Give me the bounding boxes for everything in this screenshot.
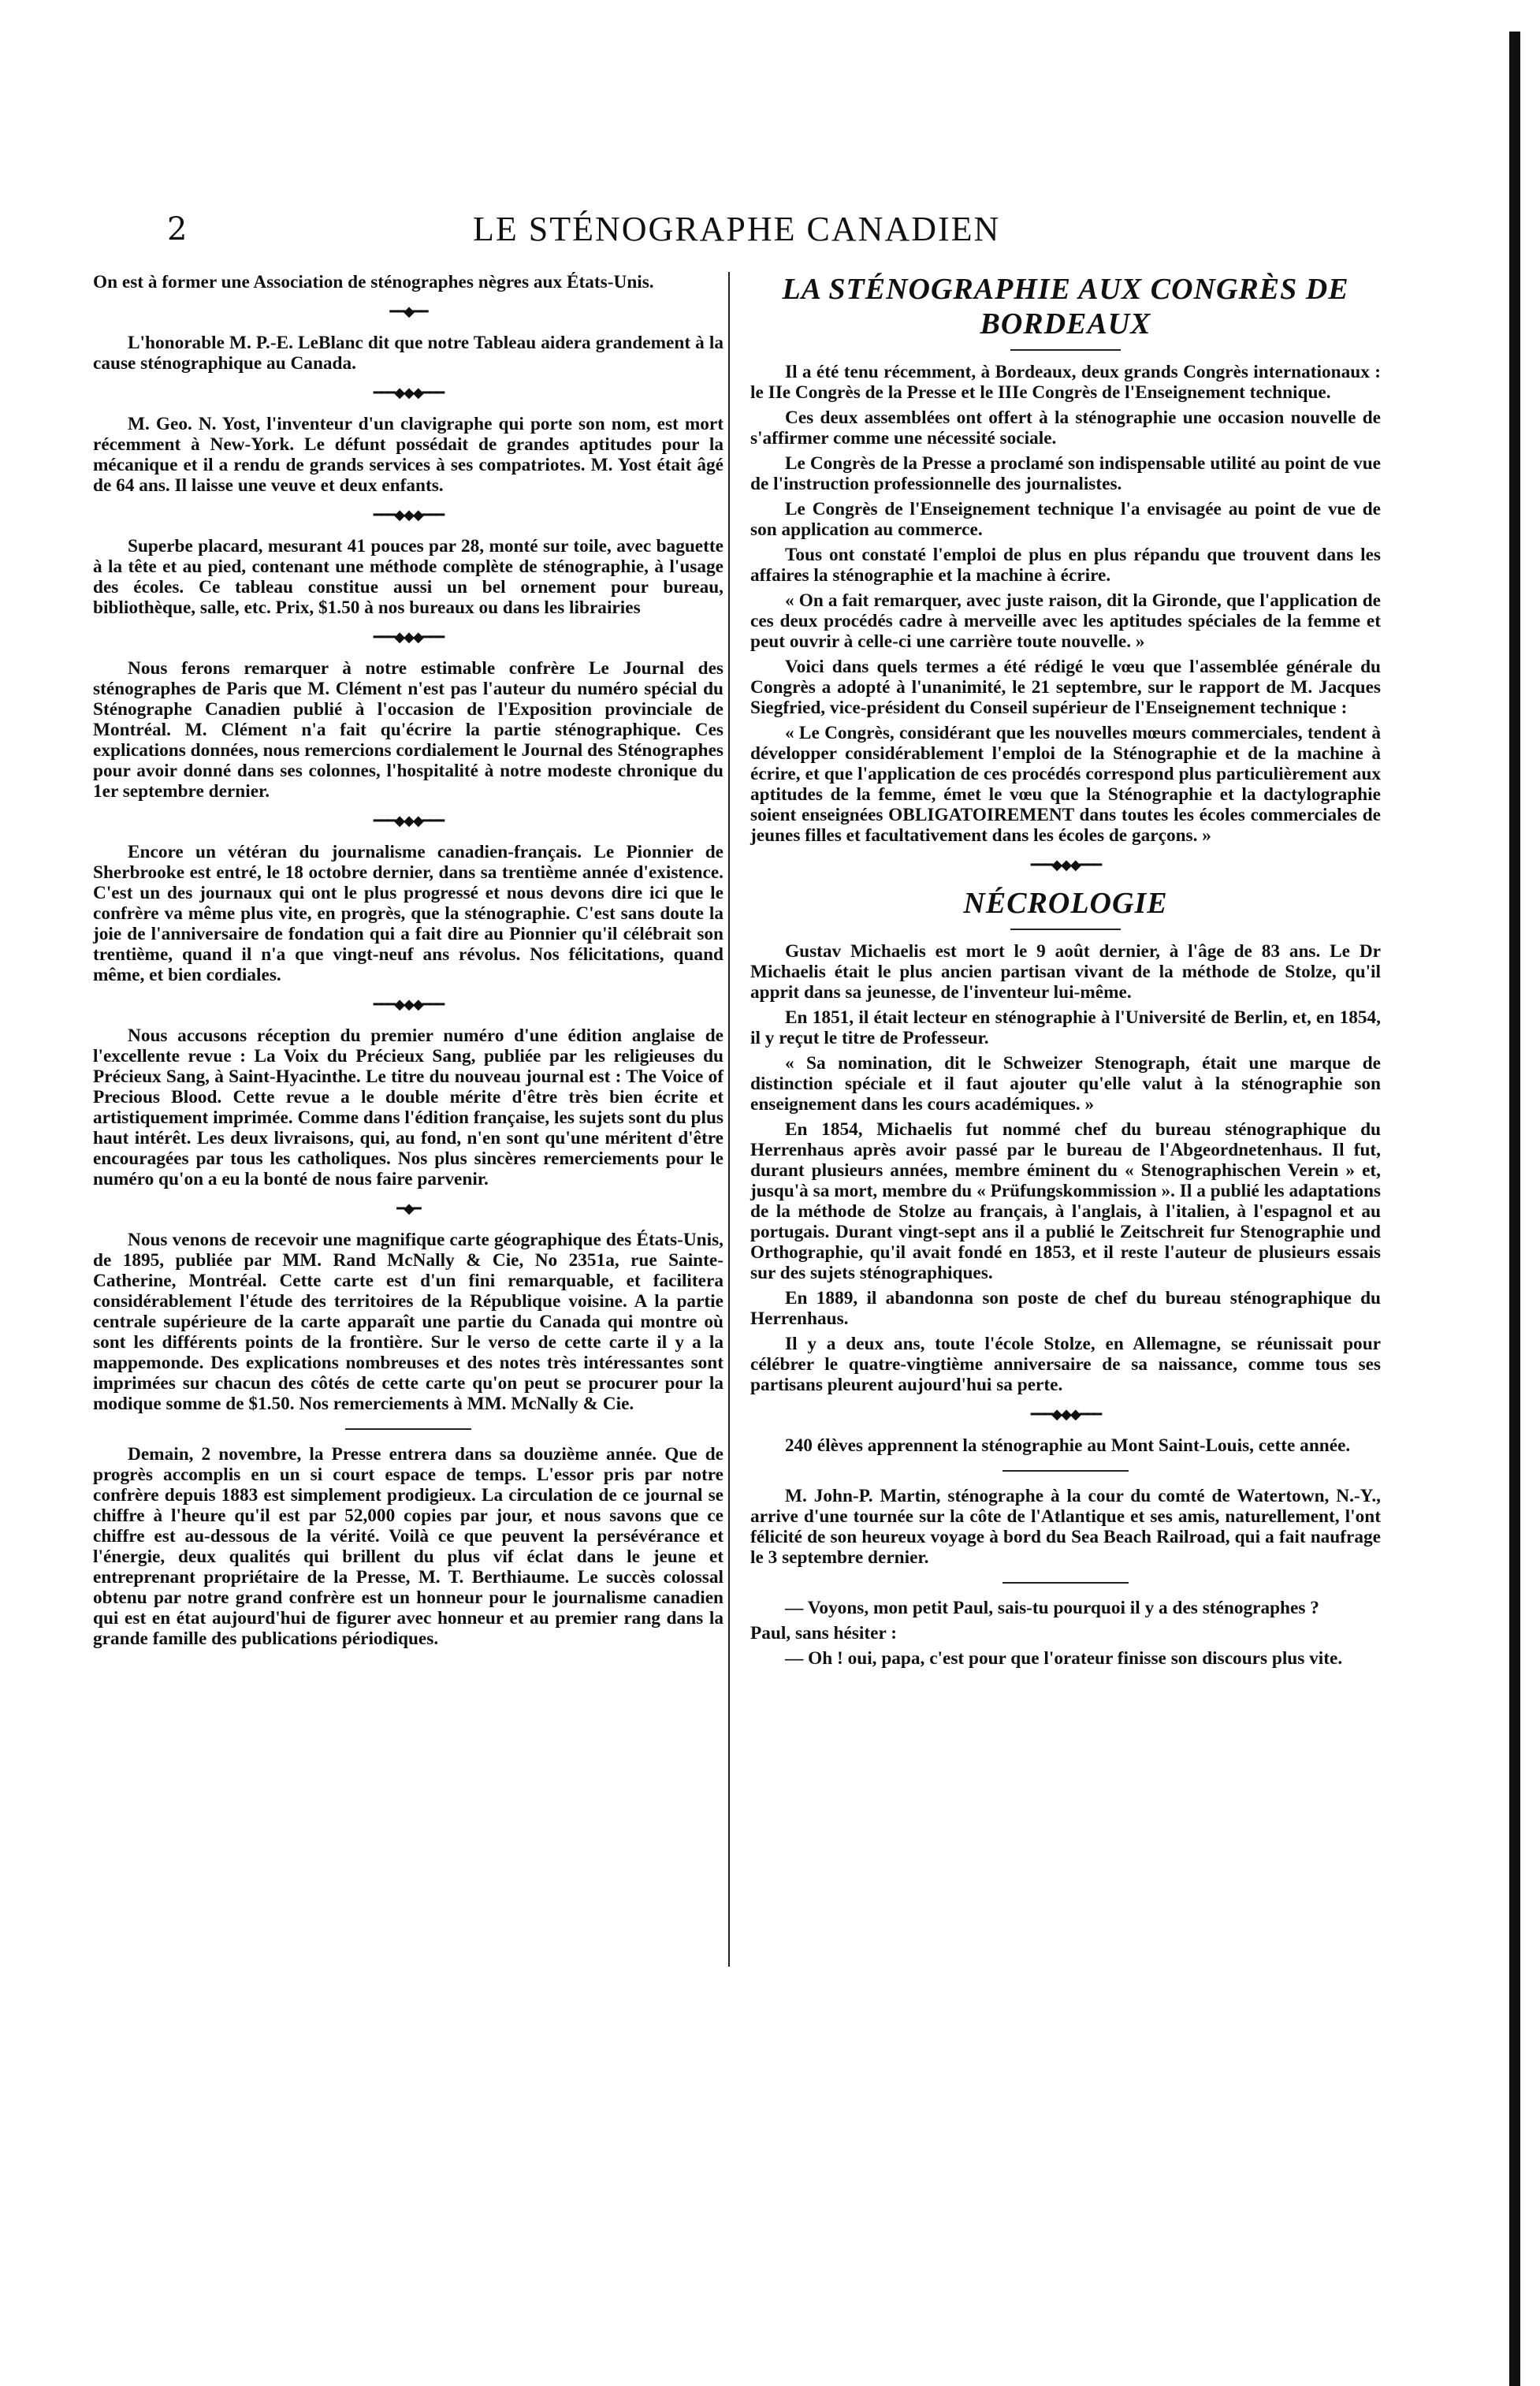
news-item: 240 élèves apprennent la sténographie au Mont Saint-Louis, cette année.	[785, 1435, 1351, 1456]
rule-divider	[1002, 1470, 1129, 1472]
rule-divider	[1010, 349, 1121, 351]
paragraph: « Le Congrès, considérant que les nouvelles mœurs commerciales, tendent à développer considérablement l'emploi de la Sténographie et de la machine à écrire, et que l'application de ces procédés correspond plus particulièrement aux aptitudes de la femme, émet le vœu que la Sténographie et la dactylographie soient enseignées OBLIGATOIREMENT dans toutes les écoles commerciales de jeunes filles et facultativement dans les écoles de garçons. »	[750, 723, 1381, 846]
ornament-divider: ━━━◆◆◆━━━	[1030, 857, 1101, 873]
dialogue-line: — Oh ! oui, papa, c'est pour que l'orateur finisse son discours plus vite.	[785, 1648, 1343, 1669]
news-item: Nous ferons remarquer à notre estimable confrère Le Journal des sténographes de Paris que M. Clément n'est pas l'auteur du numéro spécial du Sténographe Canadien publié à l'occasion de l'Exposition provinciale de Montréal. M. Clément n'a fait qu'écrire la partie sténographique. Ces explications données, nous remercions cordialement le Journal des Sténographes pour avoir donné dans ses colonnes, l'hospitalité à notre modeste chronique du 1er septembre dernier.	[93, 658, 724, 802]
news-item: Nous venons de recevoir une magnifique carte géographique des États-Unis, de 1895, publiée par MM. Rand McNally & Cie, No 2351a, rue Sainte-Catherine, Montréal. Cette carte est d'un fini remarquable, et facilitera considérablement l'étude des territoires de la République voisine. A la partie centrale supérieure de la carte apparaît une partie du Canada qui montre où sont les différents points de la frontière. Sur le verso de cette carte il y a la mappemonde. Des explications nombreuses et des notes très intéressantes sont imprimées sur chacun des côtés de cette carte qu'on peut se procurer pour la modique somme de $1.50. Nos remerciements à MM. McNally & Cie.	[93, 1230, 724, 1414]
section-title-bordeaux: LA STÉNOGRAPHIE AUX CONGRÈS DE BORDEAUX	[782, 273, 1349, 341]
news-item: L'honorable M. P.-E. LeBlanc dit que notre Tableau aidera grandement à la cause sténographique au Canada.	[93, 333, 724, 374]
rule-divider	[1002, 1582, 1129, 1584]
news-item: M. Geo. N. Yost, l'inventeur d'un clavigraphe qui porte son nom, est mort récemment à New-York. Le défunt possédait de grandes aptitudes pour la mécanique et il a rendu de grands services à ses compatriotes. M. Yost était âgé de 64 ans. Il laisse une veuve et deux enfants.	[93, 414, 724, 496]
dialogue-line: — Voyons, mon petit Paul, sais-tu pourquoi il y a des sténographes ?	[785, 1598, 1319, 1618]
paragraph: Le Congrès de l'Enseignement technique l'a envisagée au point de vue de son application au commerce.	[750, 499, 1381, 540]
ornament-divider: ━◆━	[396, 1200, 420, 1217]
news-item: M. John-P. Martin, sténographe à la cour du comté de Watertown, N.-Y., arrive d'une tournée sur la côte de l'Atlantique et ses amis, naturellement, l'ont félicité de son heureux voyage à bord du Sea Beach Railroad, qui a fait naufrage le 3 septembre dernier.	[750, 1486, 1381, 1568]
news-item: Nous accusons réception du premier numéro d'une édition anglaise de l'excellente revue : La Voix du Précieux Sang, publiée par les religieuses du Précieux Sang, à Saint-Hyacinthe. Le titre du nouveau journal est : The Voice of Precious Blood. Cette revue a le double mérite d'être très bien écrite et artistiquement imprimée. Comme dans l'édition française, les sujets sont du plus haut intérêt. Les deux livraisons, qui, au fond, n'en sont qu'une méritent d'être encouragées par tous les catholiques. Nos plus sincères remerciements pour le numéro qu'on a eu la bonté de nous faire parvenir.	[93, 1025, 724, 1189]
paragraph: En 1854, Michaelis fut nommé chef du bureau sténographique du Herrenhaus après avoir passé par le bureau de l'Abgeordnetenhaus. Il fut, durant plusieurs années, membre éminent du « Stenographischen Verein » et, jusqu'à sa mort, membre du « Prüfungskommission ». Il a publié les adaptations de la méthode de Stolze au français, à l'anglais, à l'italien, à l'espagnol et au portugais. Durant vingt-sept ans il a publié le Zeitschreit fur Stenographie und Orthographie, qu'il avait fondé en 1853, et il reste l'auteur de plusieurs essais sur des sujets sténographiques.	[750, 1119, 1381, 1283]
dialogue-line: Paul, sans hésiter :	[750, 1623, 897, 1643]
news-item: Encore un vétéran du journalisme canadien-français. Le Pionnier de Sherbrooke est entré, le 18 octobre dernier, dans sa trentième année d'existence. C'est un des journaux qui ont le plus progressé et nous devons dire ici que le confrère va même plus vite, en progrès, que la sténographie. C'est sans doute la joie de l'anniversaire de fondation qui a fait dire au Pionnier qu'il célébrait son trentième, quand il n'a que vingt-neuf ans révolus. Nos félicitations, quand même, et bien cordiales.	[93, 842, 724, 985]
running-header: LE STÉNOGRAPHE CANADIEN	[473, 210, 1001, 248]
column-divider	[728, 272, 730, 1967]
ornament-divider: ━━━◆◆◆━━━	[373, 385, 444, 401]
paragraph: « Sa nomination, dit le Schweizer Stenograph, était une marque de distinction spéciale et il faut ajouter qu'elle valut à la sténographie son enseignement dans les cours académiques. »	[750, 1053, 1381, 1115]
paragraph: Ces deux assemblées ont offert à la sténographie une occasion nouvelle de s'affirmer comme une nécessité sociale.	[750, 408, 1381, 449]
news-item: Superbe placard, mesurant 41 pouces par 28, monté sur toile, avec baguette à la tête et au pied, contenant une méthode complète de sténographie, à l'usage des écoles. Ce tableau constitue aussi un bel ornement pour bureau, bibliothèque, salle, etc. Prix, $1.50 à nos bureaux ou dans les librairies	[93, 536, 724, 618]
paragraph: Gustav Michaelis est mort le 9 août dernier, à l'âge de 83 ans. Le Dr Michaelis était le plus ancien partisan vivant de la méthode de Stolze, qu'il apprit dans sa jeunesse, de l'inventeur lui-même.	[750, 941, 1381, 1003]
page-number: 2	[167, 211, 188, 248]
paragraph: Il a été tenu récemment, à Bordeaux, deux grands Congrès internationaux : le IIe Congrès de la Presse et le IIIe Congrès de l'Enseignement technique.	[750, 362, 1381, 403]
paragraph: Voici dans quels termes a été rédigé le vœu que l'assemblée générale du Congrès a adopté à l'unanimité, le 21 septembre, sur le rapport de M. Jacques Siegfried, vice-président du Conseil supérieur de l'Enseignement technique :	[750, 657, 1381, 718]
ornament-divider: ━━━◆◆◆━━━	[373, 996, 444, 1013]
news-item: On est à former une Association de sténographes nègres aux États-Unis.	[93, 272, 654, 292]
section-title-necrologie: NÉCROLOGIE	[963, 887, 1168, 920]
ornament-divider: ━━━◆◆◆━━━	[373, 813, 444, 829]
paragraph: Il y a deux ans, toute l'école Stolze, en Allemagne, se réunissait pour célébrer le quatre-vingtième anniversaire de sa naissance, comme tous ses partisans pleurent aujourd'hui sa perte.	[750, 1334, 1381, 1395]
rule-divider	[345, 1428, 471, 1430]
ornament-divider: ━━━◆◆◆━━━	[373, 629, 444, 646]
paragraph: En 1851, il était lecteur en sténographie à l'Université de Berlin, et, en 1854, il y reçut le titre de Professeur.	[750, 1007, 1381, 1048]
rule-divider	[1010, 929, 1121, 930]
ornament-divider: ━━━◆◆◆━━━	[1030, 1406, 1101, 1423]
ornament-divider: ━━━◆◆◆━━━	[373, 507, 444, 523]
left-column	[93, 272, 724, 1654]
paragraph: Tous ont constaté l'emploi de plus en plus répandu que trouvent dans les affaires la sténographie et la machine à écrire.	[750, 545, 1381, 586]
paragraph: « On a fait remarquer, avec juste raison, dit la Gironde, que l'application de ces deux procédés cadre à merveille avec les aptitudes spéciales de la femme et peut ouvrir à celle-ci une carrière toute nouvelle. »	[750, 590, 1381, 652]
paragraph: En 1889, il abandonna son poste de chef du bureau sténographique du Herrenhaus.	[750, 1288, 1381, 1329]
page-edge-bar	[1509, 32, 1520, 2386]
right-column	[750, 272, 1381, 1673]
ornament-divider: ━━◆━━	[389, 303, 427, 320]
news-item: Demain, 2 novembre, la Presse entrera dans sa douzième année. Que de progrès accomplis en un si court espace de temps. L'essor pris par notre confrère depuis 1883 est simplement prodigieux. La circulation de ce journal se chiffre à l'heure qu'il est par 52,000 copies par jour, et nous savons que ce chiffre est au-dessous de la vérité. Voilà ce que peuvent la persévérance et l'énergie, deux qualités qui brillent du plus vif éclat dans le jeune et entreprenant propriétaire de la Presse, M. T. Berthiaume. Le succès colossal obtenu par notre grand confrère est un honneur pour le journalisme canadien qui est en état aujourd'hui de figurer avec honneur et au premier rang dans la grande famille des publications périodiques.	[93, 1444, 724, 1649]
paragraph: Le Congrès de la Presse a proclamé son indispensable utilité au point de vue de l'instruction professionnelle des journalistes.	[750, 453, 1381, 494]
